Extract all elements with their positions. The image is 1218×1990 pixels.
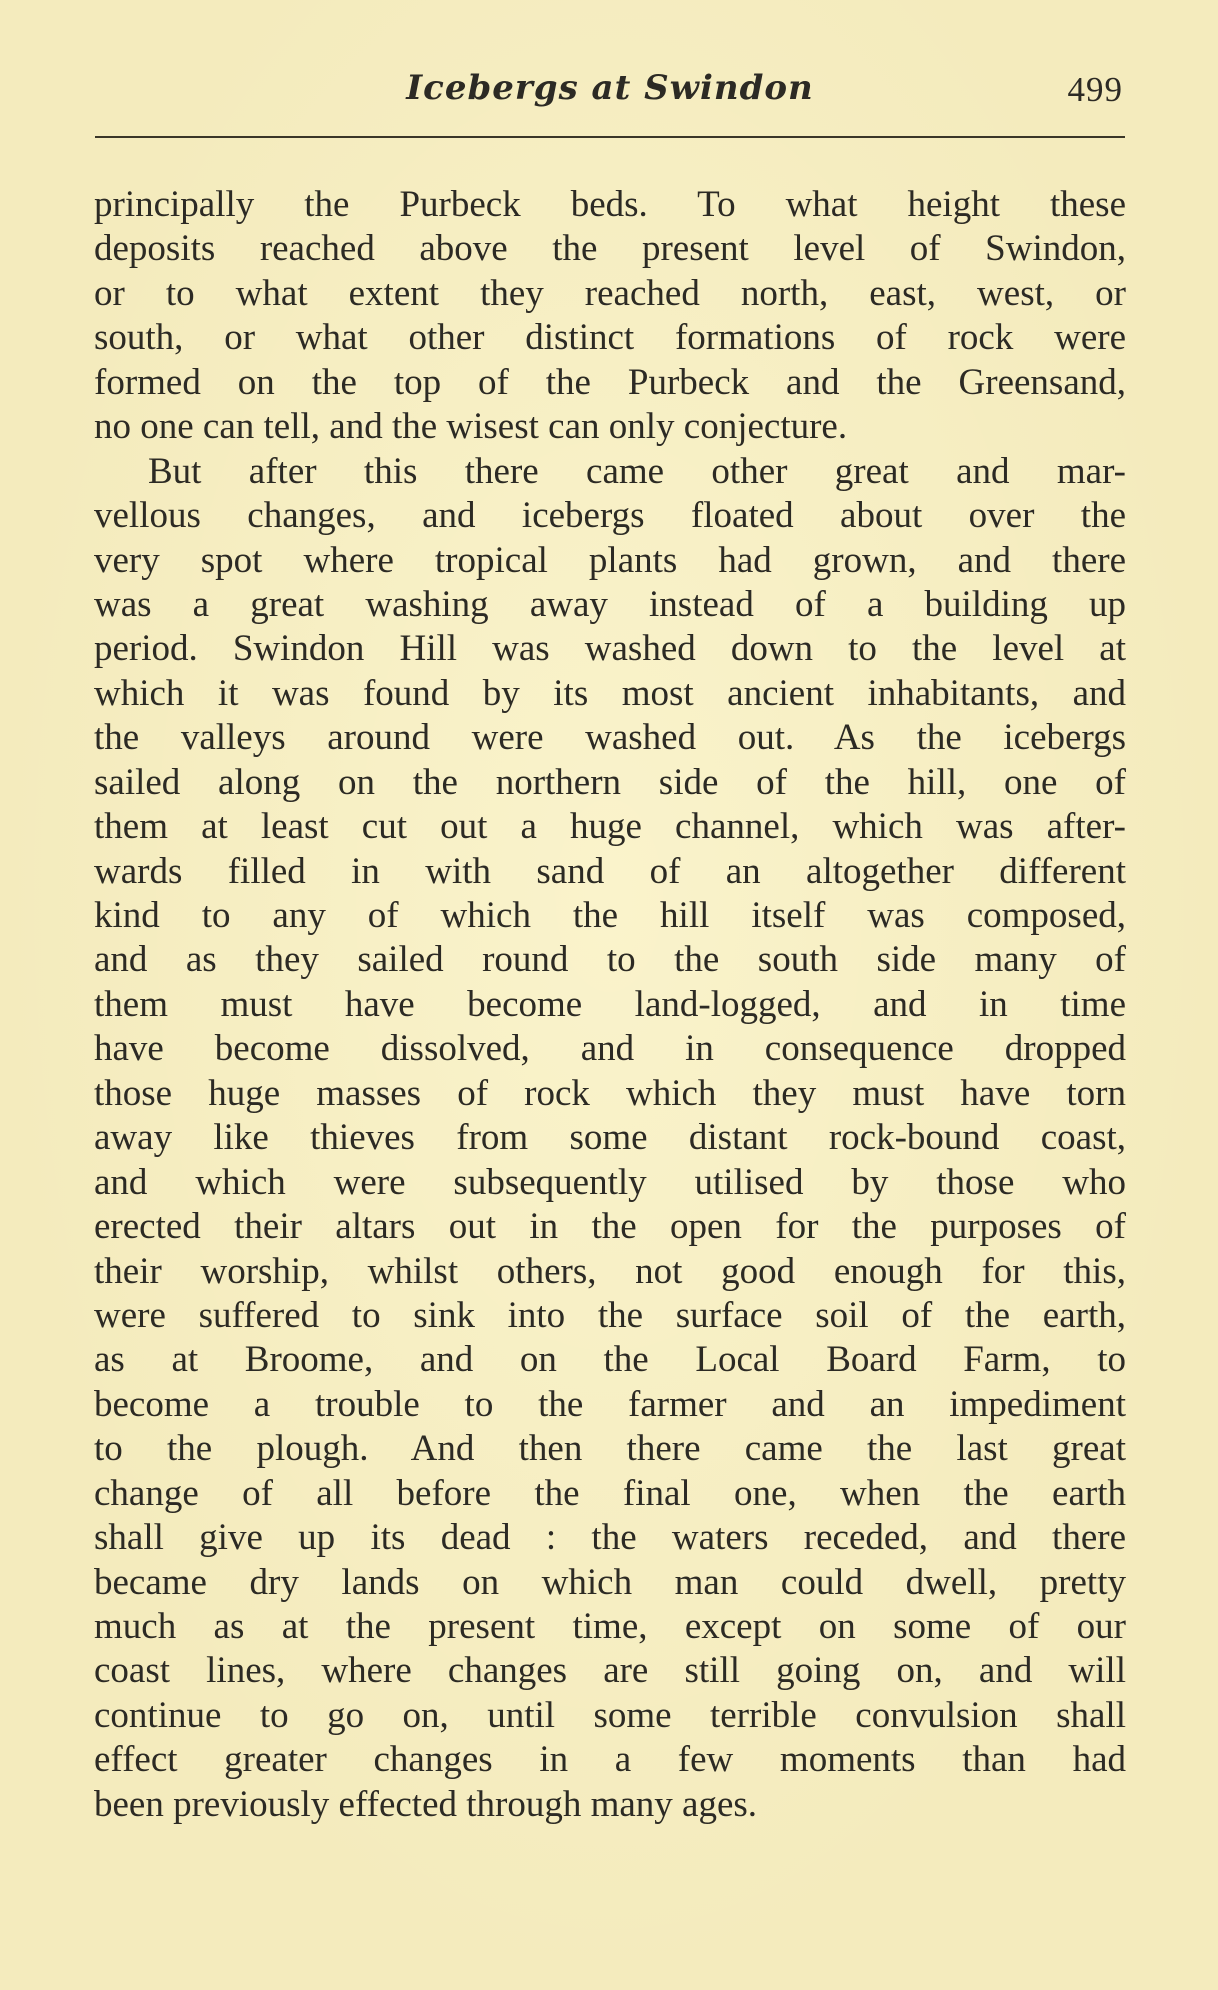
text-line: deposits reached above the present level of Swindon, [94, 228, 1126, 270]
text-line: were suffered to sink into the surface soil of the earth, [94, 1294, 1126, 1336]
text-line: very spot where tropical plants had grown, and there [94, 539, 1126, 581]
text-line: erected their altars out in the open for the purposes of [94, 1206, 1126, 1248]
text-line: vellous changes, and icebergs floated about over the [94, 495, 1126, 537]
text-line: them must have become land-logged, and in time [94, 983, 1126, 1025]
text-line: and which were subsequently utilised by those who [94, 1161, 1126, 1203]
text-line: became dry lands on which man could dwell, pretty [94, 1561, 1126, 1603]
text-line: have become dissolved, and in consequence dropped [94, 1028, 1126, 1070]
text-line: been previously effected through many ages. [94, 1783, 758, 1825]
text-line: south, or what other distinct formations of rock were [94, 317, 1126, 359]
text-line: continue to go on, until some terrible convulsion shall [94, 1694, 1126, 1736]
text-line: change of all before the final one, when the earth [94, 1472, 1126, 1514]
text-line: effect greater changes in a few moments than had [94, 1739, 1126, 1781]
text-line: away like thieves from some distant rock-bound coast, [94, 1117, 1126, 1159]
text-line: was a great washing away instead of a building up [94, 583, 1126, 625]
text-line: principally the Purbeck beds. To what height these [94, 184, 1126, 225]
page-number: 499 [1067, 70, 1123, 109]
text-line: But after this there came other great and mar- [148, 450, 1126, 492]
text-line: those huge masses of rock which they must have torn [94, 1072, 1126, 1114]
text-line: much as at the present time, except on some of our [94, 1606, 1126, 1647]
text-line: formed on the top of the Purbeck and the Greensand, [94, 361, 1126, 403]
body-text [94, 183, 1126, 1827]
text-line: become a trouble to the farmer and an impediment [94, 1383, 1126, 1425]
header-rule [95, 136, 1125, 138]
text-line: coast lines, where changes are still going on, and will [94, 1650, 1126, 1692]
text-line: shall give up its dead : the waters receded, and there [94, 1517, 1126, 1559]
text-line: their worship, whilst others, not good enough for this, [94, 1250, 1126, 1292]
text-line: sailed along on the northern side of the hill, one of [94, 761, 1126, 803]
text-line: no one can tell, and the wisest can only conjecture. [94, 406, 848, 448]
running-head [95, 62, 1125, 122]
text-line: them at least cut out a huge channel, which was after- [94, 806, 1126, 848]
text-line: and as they sailed round to the south side many of [94, 939, 1126, 981]
text-line: period. Swindon Hill was washed down to the level at [94, 628, 1126, 670]
running-title: Icebergs at Swindon [406, 68, 814, 108]
text-line: wards filled in with sand of an altogether different [94, 850, 1126, 892]
text-line: kind to any of which the hill itself was composed, [94, 895, 1126, 936]
text-line: to the plough. And then there came the last great [94, 1428, 1126, 1470]
text-line: the valleys around were washed out. As the icebergs [94, 717, 1126, 759]
text-line: as at Broome, and on the Local Board Farm, to [94, 1339, 1126, 1381]
text-line: which it was found by its most ancient inhabitants, and [94, 672, 1126, 714]
text-line: or to what extent they reached north, east, west, or [94, 272, 1126, 314]
